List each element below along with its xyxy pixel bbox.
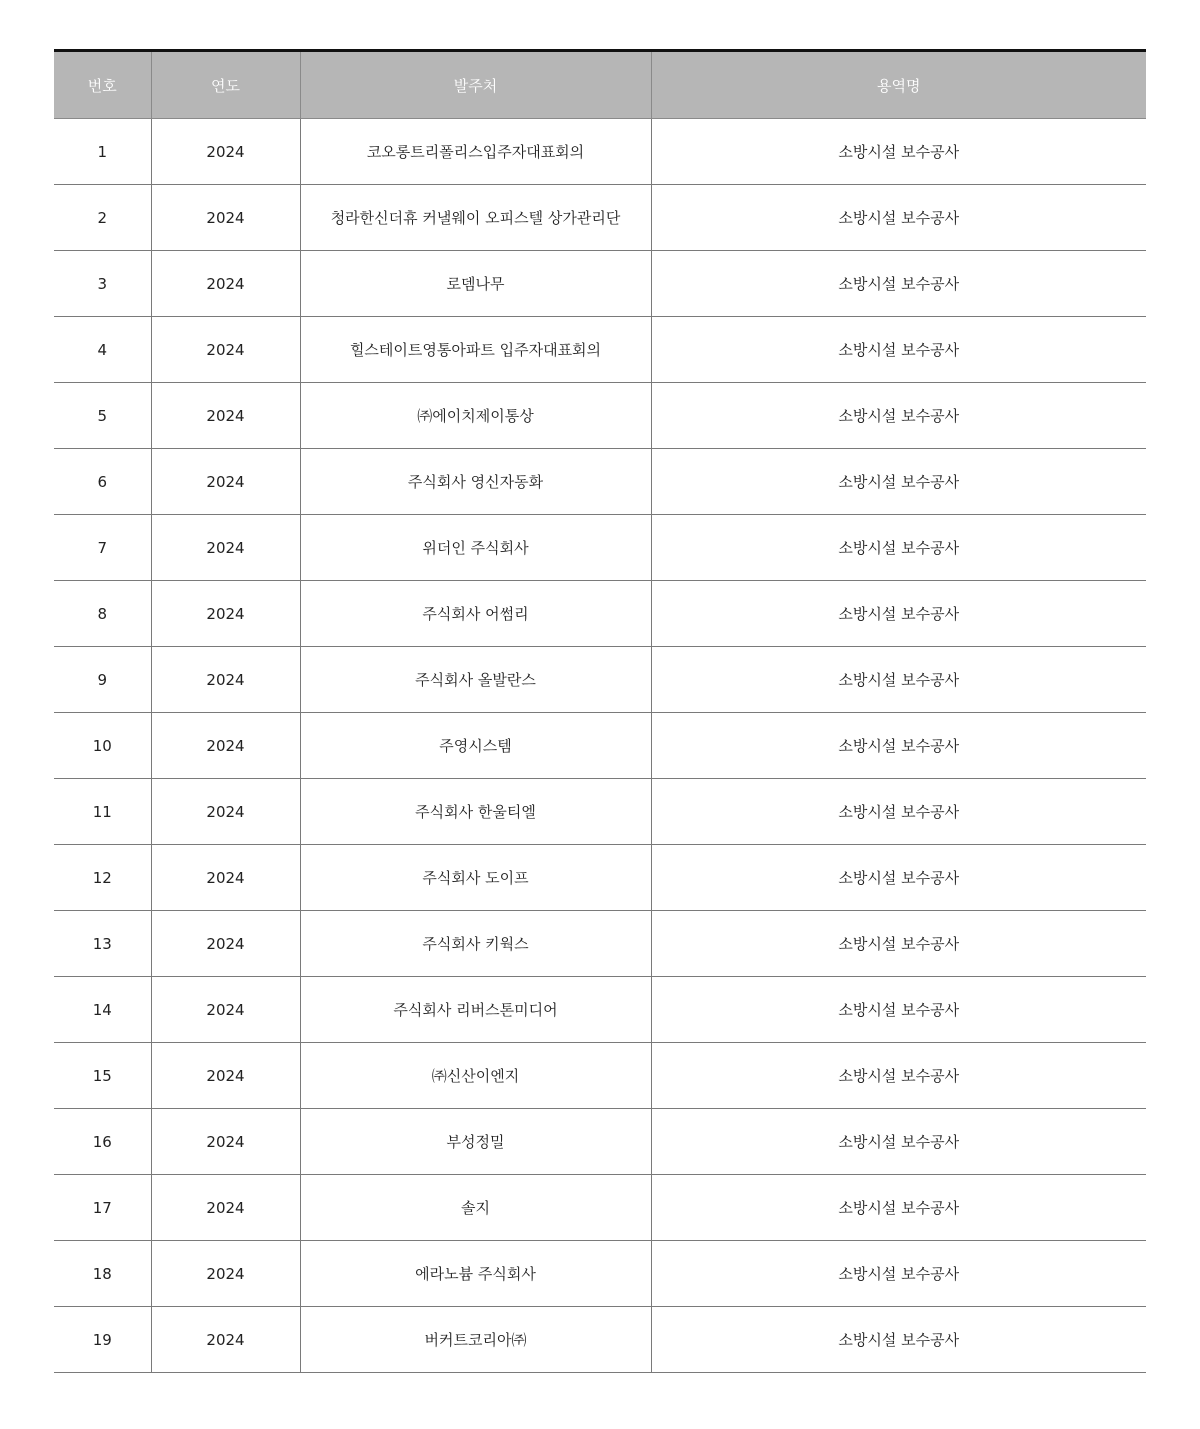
cell-no: 5 — [54, 383, 151, 449]
table-row — [54, 383, 1146, 449]
cell-year: 2024 — [151, 911, 300, 977]
cell-client: 코오롱트리폴리스입주자대표회의 — [300, 119, 651, 185]
cell-service: 소방시설 보수공사 — [651, 581, 1146, 647]
cell-service: 소방시설 보수공사 — [651, 515, 1146, 581]
cell-client: 버커트코리아㈜ — [300, 1307, 651, 1373]
cell-client: 솔지 — [300, 1175, 651, 1241]
cell-year: 2024 — [151, 1043, 300, 1109]
cell-no: 2 — [54, 185, 151, 251]
cell-no: 13 — [54, 911, 151, 977]
cell-service: 소방시설 보수공사 — [651, 317, 1146, 383]
table-row — [54, 449, 1146, 515]
table-row — [54, 911, 1146, 977]
cell-no: 14 — [54, 977, 151, 1043]
cell-no: 6 — [54, 449, 151, 515]
header-year: 연도 — [151, 51, 300, 119]
project-history-table — [54, 49, 1146, 1373]
cell-year: 2024 — [151, 1241, 300, 1307]
cell-year: 2024 — [151, 647, 300, 713]
cell-service: 소방시설 보수공사 — [651, 383, 1146, 449]
cell-no: 12 — [54, 845, 151, 911]
cell-client: 부성정밀 — [300, 1109, 651, 1175]
cell-year: 2024 — [151, 383, 300, 449]
cell-no: 4 — [54, 317, 151, 383]
cell-no: 19 — [54, 1307, 151, 1373]
cell-no: 1 — [54, 119, 151, 185]
cell-client: ㈜에이치제이통상 — [300, 383, 651, 449]
cell-year: 2024 — [151, 119, 300, 185]
table-row — [54, 977, 1146, 1043]
cell-service: 소방시설 보수공사 — [651, 713, 1146, 779]
project-history-table-wrapper — [54, 49, 1146, 1373]
cell-service: 소방시설 보수공사 — [651, 1241, 1146, 1307]
table-row — [54, 1043, 1146, 1109]
cell-year: 2024 — [151, 1307, 300, 1373]
cell-no: 8 — [54, 581, 151, 647]
table-body — [54, 119, 1146, 1373]
cell-client: 위더인 주식회사 — [300, 515, 651, 581]
cell-no: 17 — [54, 1175, 151, 1241]
cell-year: 2024 — [151, 713, 300, 779]
cell-year: 2024 — [151, 779, 300, 845]
cell-client: 주식회사 어썸리 — [300, 581, 651, 647]
cell-service: 소방시설 보수공사 — [651, 1175, 1146, 1241]
header-client: 발주처 — [300, 51, 651, 119]
table-row — [54, 845, 1146, 911]
cell-service: 소방시설 보수공사 — [651, 779, 1146, 845]
table-row — [54, 581, 1146, 647]
table-row — [54, 317, 1146, 383]
cell-client: 주식회사 도이프 — [300, 845, 651, 911]
cell-client: ㈜신산이엔지 — [300, 1043, 651, 1109]
cell-year: 2024 — [151, 515, 300, 581]
table-row — [54, 1241, 1146, 1307]
table-row — [54, 1109, 1146, 1175]
cell-client: 주식회사 한울티엘 — [300, 779, 651, 845]
table-row — [54, 251, 1146, 317]
cell-client: 힐스테이트영통아파트 입주자대표회의 — [300, 317, 651, 383]
cell-service: 소방시설 보수공사 — [651, 647, 1146, 713]
cell-service: 소방시설 보수공사 — [651, 119, 1146, 185]
cell-service: 소방시설 보수공사 — [651, 911, 1146, 977]
header-row — [54, 51, 1146, 119]
table-row — [54, 1307, 1146, 1373]
table-row — [54, 119, 1146, 185]
table-row — [54, 647, 1146, 713]
cell-client: 주영시스템 — [300, 713, 651, 779]
cell-year: 2024 — [151, 1109, 300, 1175]
cell-no: 3 — [54, 251, 151, 317]
cell-year: 2024 — [151, 251, 300, 317]
cell-no: 15 — [54, 1043, 151, 1109]
header-service: 용역명 — [651, 51, 1146, 119]
table-row — [54, 515, 1146, 581]
cell-year: 2024 — [151, 977, 300, 1043]
table-header — [54, 51, 1146, 119]
cell-year: 2024 — [151, 317, 300, 383]
cell-no: 7 — [54, 515, 151, 581]
cell-service: 소방시설 보수공사 — [651, 845, 1146, 911]
cell-service: 소방시설 보수공사 — [651, 1043, 1146, 1109]
cell-service: 소방시설 보수공사 — [651, 1307, 1146, 1373]
cell-client: 에라노븀 주식회사 — [300, 1241, 651, 1307]
table-row — [54, 779, 1146, 845]
table-row — [54, 1175, 1146, 1241]
cell-no: 18 — [54, 1241, 151, 1307]
cell-year: 2024 — [151, 185, 300, 251]
cell-service: 소방시설 보수공사 — [651, 185, 1146, 251]
cell-no: 9 — [54, 647, 151, 713]
cell-client: 청라한신더휴 커낼웨이 오피스텔 상가관리단 — [300, 185, 651, 251]
cell-service: 소방시설 보수공사 — [651, 1109, 1146, 1175]
cell-year: 2024 — [151, 581, 300, 647]
cell-client: 주식회사 올발란스 — [300, 647, 651, 713]
cell-client: 주식회사 영신자동화 — [300, 449, 651, 515]
cell-year: 2024 — [151, 845, 300, 911]
table-row — [54, 713, 1146, 779]
cell-service: 소방시설 보수공사 — [651, 251, 1146, 317]
table-row — [54, 185, 1146, 251]
header-no: 번호 — [54, 51, 151, 119]
cell-no: 11 — [54, 779, 151, 845]
cell-service: 소방시설 보수공사 — [651, 449, 1146, 515]
cell-year: 2024 — [151, 1175, 300, 1241]
cell-client: 로뎀나무 — [300, 251, 651, 317]
cell-client: 주식회사 리버스톤미디어 — [300, 977, 651, 1043]
cell-year: 2024 — [151, 449, 300, 515]
cell-no: 16 — [54, 1109, 151, 1175]
cell-client: 주식회사 키웍스 — [300, 911, 651, 977]
cell-no: 10 — [54, 713, 151, 779]
cell-service: 소방시설 보수공사 — [651, 977, 1146, 1043]
